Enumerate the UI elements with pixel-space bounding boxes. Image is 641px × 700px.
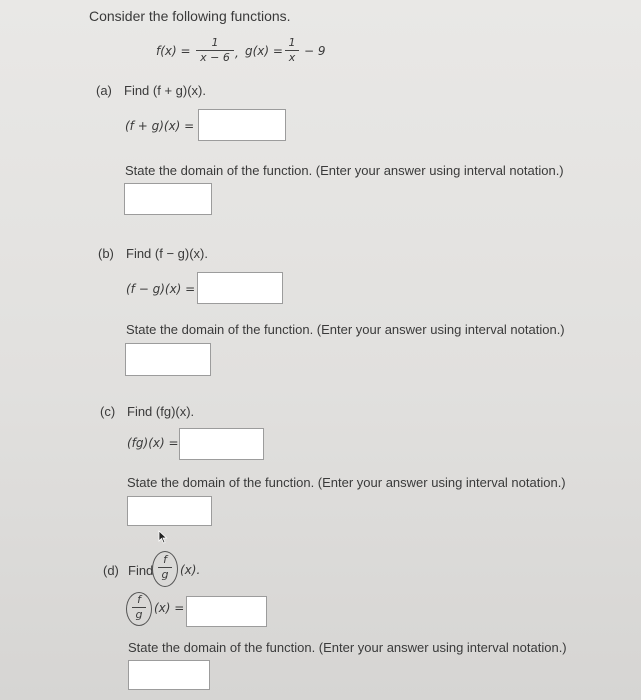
mouse-cursor-icon xyxy=(157,530,169,544)
part-b-answer-input[interactable] xyxy=(197,272,283,304)
g-tail: − 9 xyxy=(304,44,326,58)
part-c-domain-input[interactable] xyxy=(127,496,212,526)
part-d-expr-tail: (x) = xyxy=(154,601,185,615)
part-d-label: (d) xyxy=(103,563,119,578)
part-b-domain-prompt: State the domain of the function. (Enter your answer using interval notation.) xyxy=(126,322,565,337)
comma: , xyxy=(235,46,239,60)
g-fraction xyxy=(285,37,299,64)
part-c-prompt: Find (fg)(x). xyxy=(127,404,195,419)
part-d-domain-input[interactable] xyxy=(128,660,210,690)
part-b-domain-input[interactable] xyxy=(125,343,211,376)
f-denominator: x − 6 xyxy=(200,51,230,64)
f-numerator: 1 xyxy=(211,36,219,49)
part-b-label: (b) xyxy=(98,246,114,261)
f-lhs: f(x) = xyxy=(156,44,191,58)
d-expr-f: f xyxy=(137,593,141,606)
d-expr-fraction xyxy=(132,594,146,621)
d-prompt-g: g xyxy=(161,568,169,581)
part-a-answer-input[interactable] xyxy=(198,109,286,141)
d-expr-g: g xyxy=(135,608,143,621)
part-c-expr: (fg)(x) = xyxy=(127,436,179,450)
part-a-domain-prompt: State the domain of the function. (Enter your answer using interval notation.) xyxy=(125,163,564,178)
part-d-prompt-tail: (x). xyxy=(180,563,201,577)
intro-text: Consider the following functions. xyxy=(89,8,291,24)
g-lhs: g(x) = xyxy=(245,44,283,58)
g-numerator: 1 xyxy=(288,36,296,49)
part-d-domain-prompt: State the domain of the function. (Enter your answer using interval notation.) xyxy=(128,640,567,655)
part-a-expr: (f + g)(x) = xyxy=(125,119,195,133)
g-denominator: x xyxy=(288,51,296,64)
part-d-answer-input[interactable] xyxy=(186,596,267,627)
part-c-answer-input[interactable] xyxy=(179,428,264,460)
part-c-label: (c) xyxy=(100,404,116,419)
part-b-prompt: Find (f − g)(x). xyxy=(126,246,208,261)
d-prompt-f: f xyxy=(163,553,167,566)
part-d-find: Find xyxy=(128,563,154,578)
part-b-expr: (f − g)(x) = xyxy=(126,282,196,296)
d-prompt-fraction xyxy=(158,554,172,581)
part-a-prompt: Find (f + g)(x). xyxy=(124,83,206,98)
part-a-domain-input[interactable] xyxy=(124,183,212,215)
part-a-label: (a) xyxy=(96,83,112,98)
part-c-domain-prompt: State the domain of the function. (Enter your answer using interval notation.) xyxy=(127,475,566,490)
f-fraction xyxy=(196,37,234,64)
